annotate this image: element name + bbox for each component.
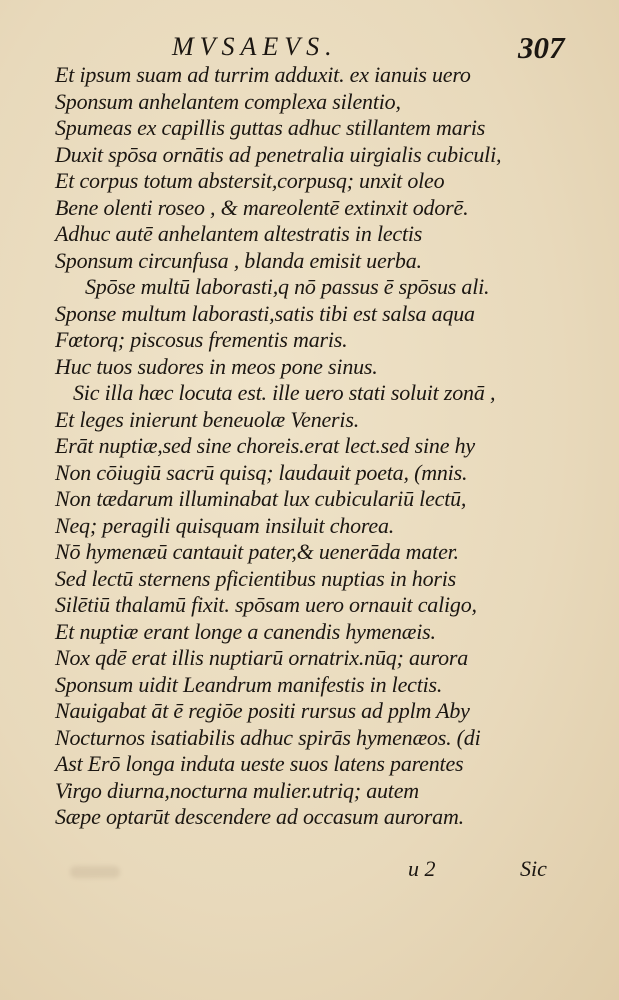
verse-line: Neq; peragili quisquam insiluit chorea. [55,512,395,538]
verse-line: Sponse multum laborasti,satis tibi est salsa aqua [55,300,475,326]
running-title: MVSAEVS. [172,32,338,61]
verse-line: Bene olenti roseo , & mareolentē extinxit odorē. [55,194,469,220]
verse-line: Sed lectū sternens pficientibus nuptias in horis [55,565,457,591]
verse-line: Non tædarum illuminabat lux cubiculariū lectū, [55,486,467,511]
folio-number: 307 [518,30,565,65]
verse-line: Nocturnos isatiabilis adhuc spirās hymenæos. (di [55,724,481,750]
verse-line: Silētiū thalamū fixit. spōsam uero ornauit caligo, [55,592,477,617]
verse-line: Huc tuos sudores in meos pone sinus. [55,353,378,379]
verse-line: Et nuptiæ erant longe a canendis hymenæis. [55,618,436,644]
verse-text-block [55,62,600,831]
verse-line: Nox qdē erat illis nuptiarū ornatrix.nūq; aurora [55,645,469,670]
verse-line: Fœtorq; piscosus frementis maris. [55,327,348,352]
verse-line: Sæpe optarūt descendere ad occasum auroram. [55,804,464,829]
verse-line: Ast Erō longa induta ueste suos latens parentes [55,751,464,776]
catchword: Sic [520,856,547,881]
verse-line: Duxit spōsa ornātis ad penetralia uirgialis cubiculi, [55,141,502,167]
verse-line: Sponsum circunfusa , blanda emisit uerba. [55,247,422,273]
verse-line: Et leges inierunt beneuolæ Veneris. [55,406,359,432]
ink-smudge [70,866,120,878]
verse-line: Nauigabat āt ē regiōe positi rursus ad pplm Aby [55,698,470,723]
verse-line: Et corpus totum abstersit,corpusq; unxit oleo [55,168,445,193]
verse-line: Sponsum uidit Leandrum manifestis in lectis. [55,671,443,697]
verse-line: Sic illa hæc locuta est. ille uero stati soluit zonā , [73,380,496,405]
verse-line: Et ipsum suam ad turrim adduxit. ex ianuis uero [55,62,471,87]
verse-line: Virgo diurna,nocturna mulier.utriq; autem [55,777,419,803]
verse-line: Adhuc autē anhelantem altestratis in lectis [55,221,423,246]
verse-line: Nō hymenæū cantauit pater,& uenerāda mater. [55,539,459,564]
signature-mark: u 2 [408,856,436,881]
verse-line: Erāt nuptiæ,sed sine choreis.erat lect.sed sine hy [55,433,475,458]
verse-line: Spumeas ex capillis guttas adhuc stillantem maris [55,115,486,140]
verse-line: Spōse multū laborasti,q nō passus ē spōsus ali. [85,274,490,299]
verse-line: Sponsum anhelantem complexa silentio, [55,88,401,114]
verse-line: Non cōiugiū sacrū quisq; laudauit poeta, (mnis. [55,459,468,485]
